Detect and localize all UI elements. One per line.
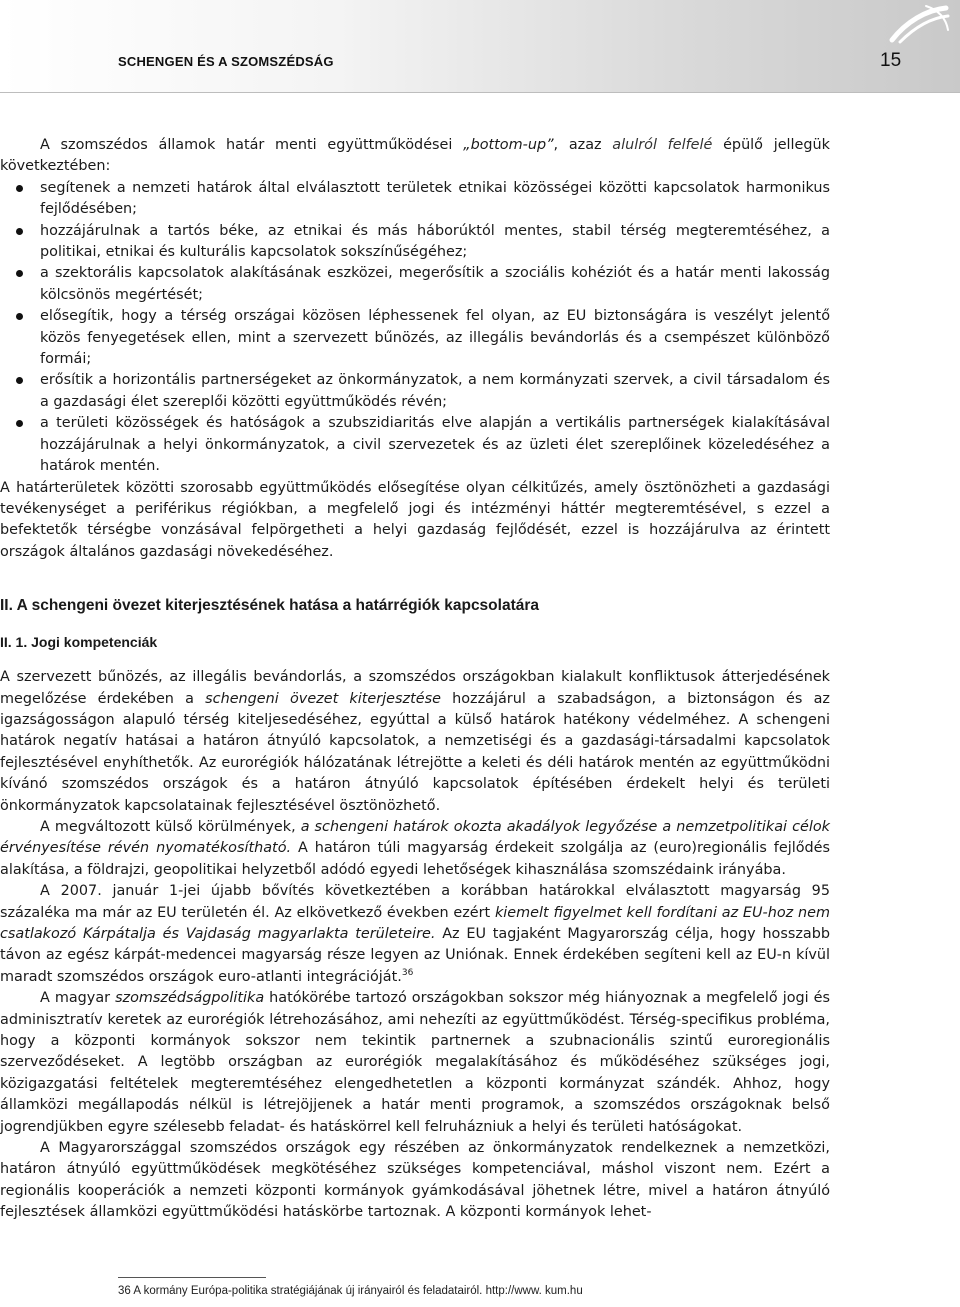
- list-item: erősítik a horizontális partnerségeket az önkormányzatok, a nem kormányzati szervek, a civil társadalom és a gazdasági élet szereplői közötti együttműködés révén;: [40, 370, 830, 413]
- main-content: [0, 135, 830, 1224]
- bullet-list: [0, 178, 830, 478]
- footnote: [118, 1285, 878, 1297]
- list-item: elősegítik, hogy a térség országai közösen léphessenek fel olyan, az EU biztonságára is veszélyt jelentő közös fenyegetések ellen, mint a szervezett bűnözés, az illegális bevándorlás és a csempészet különböző formái;: [40, 306, 830, 370]
- list-item: hozzájárulnak a tartós béke, az etnikai és más háborúktól mentes, stabil térség megteremtéséhez, a politikai, etnikai és kulturális kapcsolatok sokszínűségéhez;: [40, 221, 830, 264]
- list-item: a területi közösségek és hatóságok a szubszidiaritás elve alapján a vertikális partnerségek kialakításával hozzájárulnak a helyi önkormányzatok, a civil szervezetek és az üzleti élet szereplőinek közeledéséhez a határok mentén.: [40, 413, 830, 477]
- footnote-number: 36: [118, 1285, 131, 1297]
- intro-paragraph: A szomszédos államok határ menti együttműködései „bottom-up”, azaz alulról felfelé épülő jellegük következtében:: [0, 137, 830, 175]
- paragraph: A megváltozott külső körülmények, a schengeni határok okozta akadályok legyőzése a nemzetpolitikai célok érvényesítése révén nyomatékosítható. A határon túli magyarság érdekeit szolgálja az (euro)regionális fejlődés alakítása, a földrajzi, geopolitikai helyzetből adódó egyedi lehetőségek kihasználása szomszédaink irányába.: [0, 818, 830, 878]
- paragraph-after-list: A határterületek közötti szorosabb együttműködés elősegítése olyan célkitűzés, amely ösztönözheti a gazdasági tevékenységet a periférikus régiókban, a megfelelő jogi és intézményi háttér megteremtésével, s ezzel a befektetők térségbe vonzásával felpörgetheti a helyi gazdaság fejlődését, ezzel is hozzájárulva az érintett országok általános gazdasági növekedéséhez.: [0, 479, 830, 560]
- swoosh-logo-icon: [886, 4, 952, 44]
- paragraph: A 2007. január 1-jei újabb bővítés következtében a korábban határokkal elválasztott magyarság 95 százaléka ma már az EU területén él. Az elkövetkező években ezért kiemelt figyelmet kell fordítani az EU-hoz nem csatlakozó Kárpátalja és Vajdaság magyarlakta területeire. Az EU tagjaként Magyarország célja, hogy hosszabb távon az egész kárpát-medencei magyarság része legyen az Uniónak. Ennek érdekében segíteni kell az EU-n kívül maradt szomszédos országok euro-atlanti integrációját.$^{36}$: [0, 883, 830, 985]
- list-item: a szektorális kapcsolatok alakításának eszközei, megerősítik a szociális kohéziót és a határ menti lakosság kölcsönös megértését;: [40, 263, 830, 306]
- subsection-heading: II. 1. Jogi kompetenciák: [0, 634, 158, 651]
- page-header: [0, 0, 960, 93]
- paragraph: A magyar szomszédságpolitika hatókörébe tartozó országokban sokszor még hiányoznak a megfelelő jogi és adminisztratív keretek az eurorégiók létrehozásához, ami nehezíti az együttműködést. Térség-specifikus probléma, hogy a központi kormányok sokszor nem tekintik partnernek a szubnacionális szintű euroregionális szerveződéseket. A legtöbb országban az eurorégiók megalakításához és működéséhez szükséges jogi, közigazgatási feltételek megteremtéséhez elengedhetetlen a központi kormányzat szándék. Ahhoz, hogy államközi megállapodás nélkül is létrejöjjenek a határ menti programok, a szomszédos országoknak belső jogrendjükben egyre szélesebb feladat- és hatáskörrel kell felruházniuk a helyi és területi hatóságokat.: [0, 990, 830, 1135]
- paragraph: A Magyarországgal szomszédos országok egy részében az önkormányzatok rendelkeznek a nemzetközi, határon átnyúló együttműködések megkötéséhez szükséges kompetenciával, máshol viszont nem. Ezért a regionális kooperációk a nemzeti központi kormányok gyámkodásával jöhetnek létre, mivel a határon átnyúló fejlesztések államközi együttműködési hatáskörbe tartoznak. A központi kormányok lehet-: [0, 1140, 830, 1221]
- footnote-divider: [118, 1277, 266, 1278]
- list-item: segítenek a nemzeti határok által elválasztott területek etnikai közösségei közötti kapcsolatok harmonikus fejlődésében;: [40, 178, 830, 221]
- page-number: 15: [880, 50, 902, 71]
- footnote-reference[interactable]: 36: [401, 968, 414, 979]
- footnote-text: A kormány Európa-politika stratégiájának új irányairól és feladatairól. http://www. kum.hu: [130, 1285, 583, 1297]
- paragraph: A szervezett bűnözés, az illegális bevándorlás, a szomszédos országokban kialakult konfliktusok átterjedésének megelőzése érdekében a schengeni övezet kiterjesztése hozzájárul a szabadságon, a biztonságon és az igazságosságon alapuló térség kiteljesedéséhez, egyúttal a külső határok hatékony védelméhez. A schengeni határok negatív hatásai a határon átnyúló kapcsolatok, a nemzetiségi és a gazdasági-társadalmi kapcsolatok fejlesztésével enyhíthetők. Az eurorégiók hálózatának létrejötte a keleti és déli határok mentén az együttműködni kívánó szomszédos országok és a határon átnyúló kapcsolatok építésében érdekelt helyi és területi önkormányzatok kapcsolatainak fejlesztésével ösztönözhető.: [0, 669, 830, 814]
- section-heading: II. A schengeni övezet kiterjesztésének hatása a határrégiók kapcsolatára: [0, 597, 540, 615]
- running-title: SCHENGEN ÉS A SZOMSZÉDSÁG: [118, 54, 334, 69]
